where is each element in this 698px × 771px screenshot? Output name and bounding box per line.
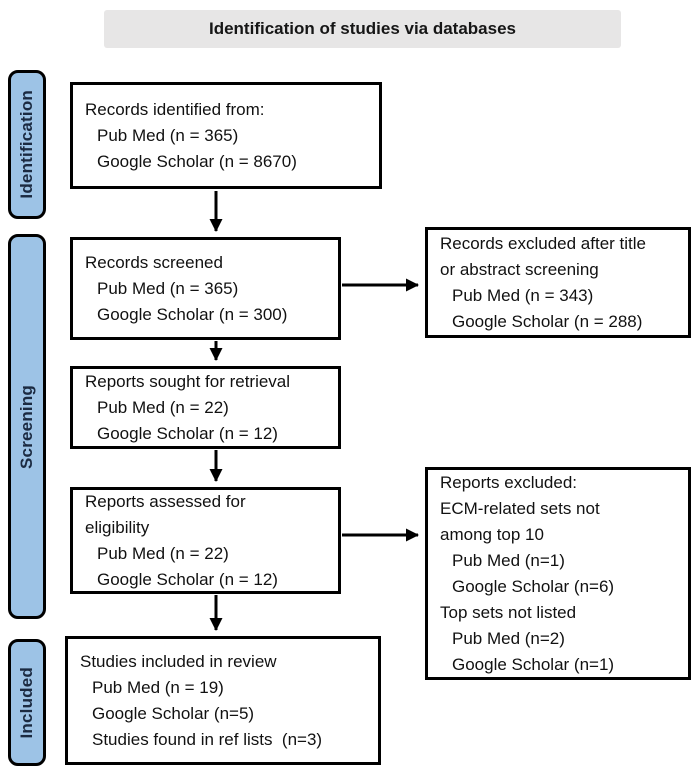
text-line: Google Scholar (n = 288) [452, 311, 643, 331]
text-line: Google Scholar (n = 300) [97, 304, 288, 324]
text-line: Records screened [85, 252, 223, 272]
text-line: Google Scholar (n=1) [452, 654, 615, 674]
flow-box-reports-sought [70, 366, 341, 449]
text-line: Records excluded after title [440, 233, 646, 253]
text-line: Google Scholar (n = 12) [97, 423, 278, 443]
flow-box-records-screened [70, 237, 341, 340]
flow-box-studies-included [65, 636, 381, 765]
text-line: Pub Med (n=2) [452, 628, 565, 648]
text-line: Reports excluded: [440, 472, 578, 492]
diagram-title: Identification of studies via databases [208, 19, 517, 38]
text-line: Google Scholar (n=6) [452, 576, 615, 596]
stage-label-included [8, 639, 46, 766]
text-line: ECM-related sets not [440, 498, 600, 518]
text-line: Google Scholar (n=5) [92, 703, 255, 723]
text-line: Pub Med (n=1) [452, 550, 565, 570]
stage-label-identification [8, 70, 46, 219]
text-line: among top 10 [440, 524, 544, 544]
stage-label-included-text: Included [17, 666, 36, 739]
text-line: Studies included in review [80, 651, 277, 671]
flow-box-reports-excluded [425, 467, 691, 680]
text-line: Records identified from: [85, 99, 265, 119]
stage-label-screening-text: Screening [17, 384, 36, 469]
text-line: Pub Med (n = 22) [97, 543, 229, 563]
text-line: Google Scholar (n = 12) [97, 569, 278, 589]
diagram-title-banner [104, 10, 621, 48]
text-line: Google Scholar (n = 8670) [97, 151, 297, 171]
text-line: Top sets not listed [440, 602, 577, 622]
flow-box-records-identified [70, 82, 382, 189]
text-line: Reports assessed for [85, 491, 246, 511]
text-line: Pub Med (n = 365) [97, 125, 239, 145]
text-line: or abstract screening [440, 259, 599, 279]
flow-box-reports-assessed [70, 487, 341, 594]
text-line: Studies found in ref lists (n=3) [92, 729, 323, 749]
stage-label-screening [8, 234, 46, 619]
flow-box-records-excluded [425, 227, 691, 338]
text-line: Pub Med (n = 365) [97, 278, 239, 298]
text-line: Pub Med (n = 22) [97, 397, 229, 417]
text-line: Pub Med (n = 343) [452, 285, 594, 305]
text-line: eligibility [85, 517, 150, 537]
text-line: Reports sought for retrieval [85, 371, 291, 391]
stage-label-identification-text: Identification [17, 90, 36, 199]
text-line: Pub Med (n = 19) [92, 677, 224, 697]
